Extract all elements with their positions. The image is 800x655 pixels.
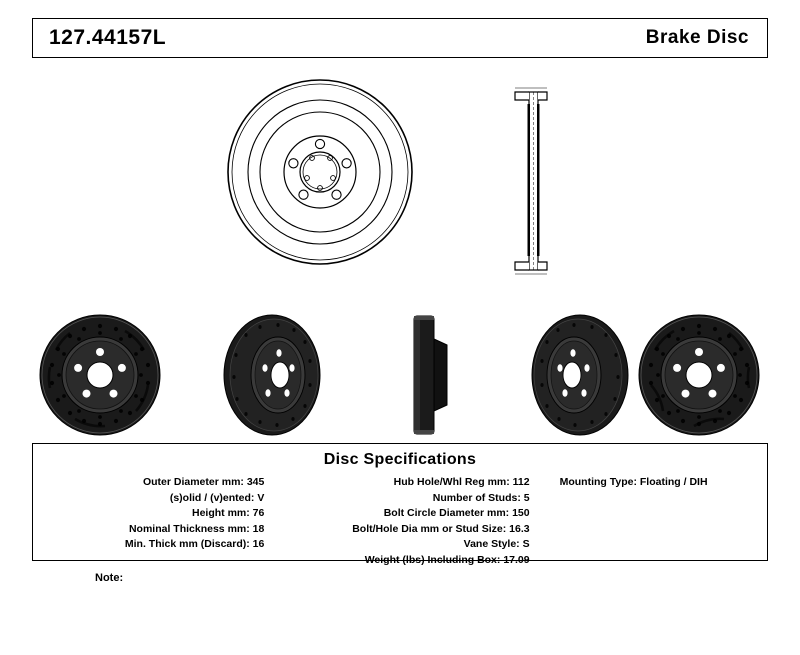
note-label: Note:	[95, 572, 124, 584]
rotor-hat-side-left-icon	[224, 315, 320, 435]
specs-column-left	[33, 475, 270, 568]
spec-row: Outer Diameter mm: 345	[142, 476, 265, 488]
spec-row: Bolt/Hole Dia mm or Stud Size: 16.3	[352, 522, 530, 535]
spec-row: Number of Studs: 5	[432, 491, 530, 504]
rotor-edge-profile-icon	[414, 316, 447, 434]
spec-row: Nominal Thickness mm: 18	[128, 522, 265, 535]
rotor-hat-side-right-icon	[532, 315, 628, 435]
part-number: 127.44157L	[49, 26, 167, 49]
rotor-cross-section-icon	[515, 88, 547, 274]
specs-columns	[33, 475, 767, 568]
rotor-drilled-slotted-front-left-icon	[40, 315, 160, 435]
specs-column-middle	[270, 475, 535, 568]
spec-row: (s)olid / (v)ented: V	[169, 491, 265, 504]
page-title: Brake Disc	[645, 27, 749, 48]
spec-row: Vane Style: S	[463, 538, 530, 550]
rotor-front-outline-icon	[228, 80, 412, 264]
spec-row: Mounting Type: Floating / DIH	[559, 476, 708, 488]
drawing-svg	[32, 70, 768, 440]
rotor-drilled-slotted-front-right-icon	[639, 315, 759, 435]
spec-row: Height mm: 76	[191, 507, 265, 519]
spec-row: Bolt Circle Diameter mm: 150	[383, 507, 530, 519]
specs-column-right	[536, 475, 767, 568]
specs-title: Disc Specifications	[323, 451, 477, 468]
disc-specifications-panel	[32, 443, 768, 566]
technical-drawing	[32, 70, 768, 440]
spec-row: Min. Thick mm (Discard): 16	[124, 538, 265, 550]
header-bar	[32, 18, 768, 58]
spec-row: Hub Hole/Whl Reg mm: 112	[393, 476, 530, 488]
spec-row: Weight (lbs) Including Box: 17.09	[364, 553, 530, 566]
